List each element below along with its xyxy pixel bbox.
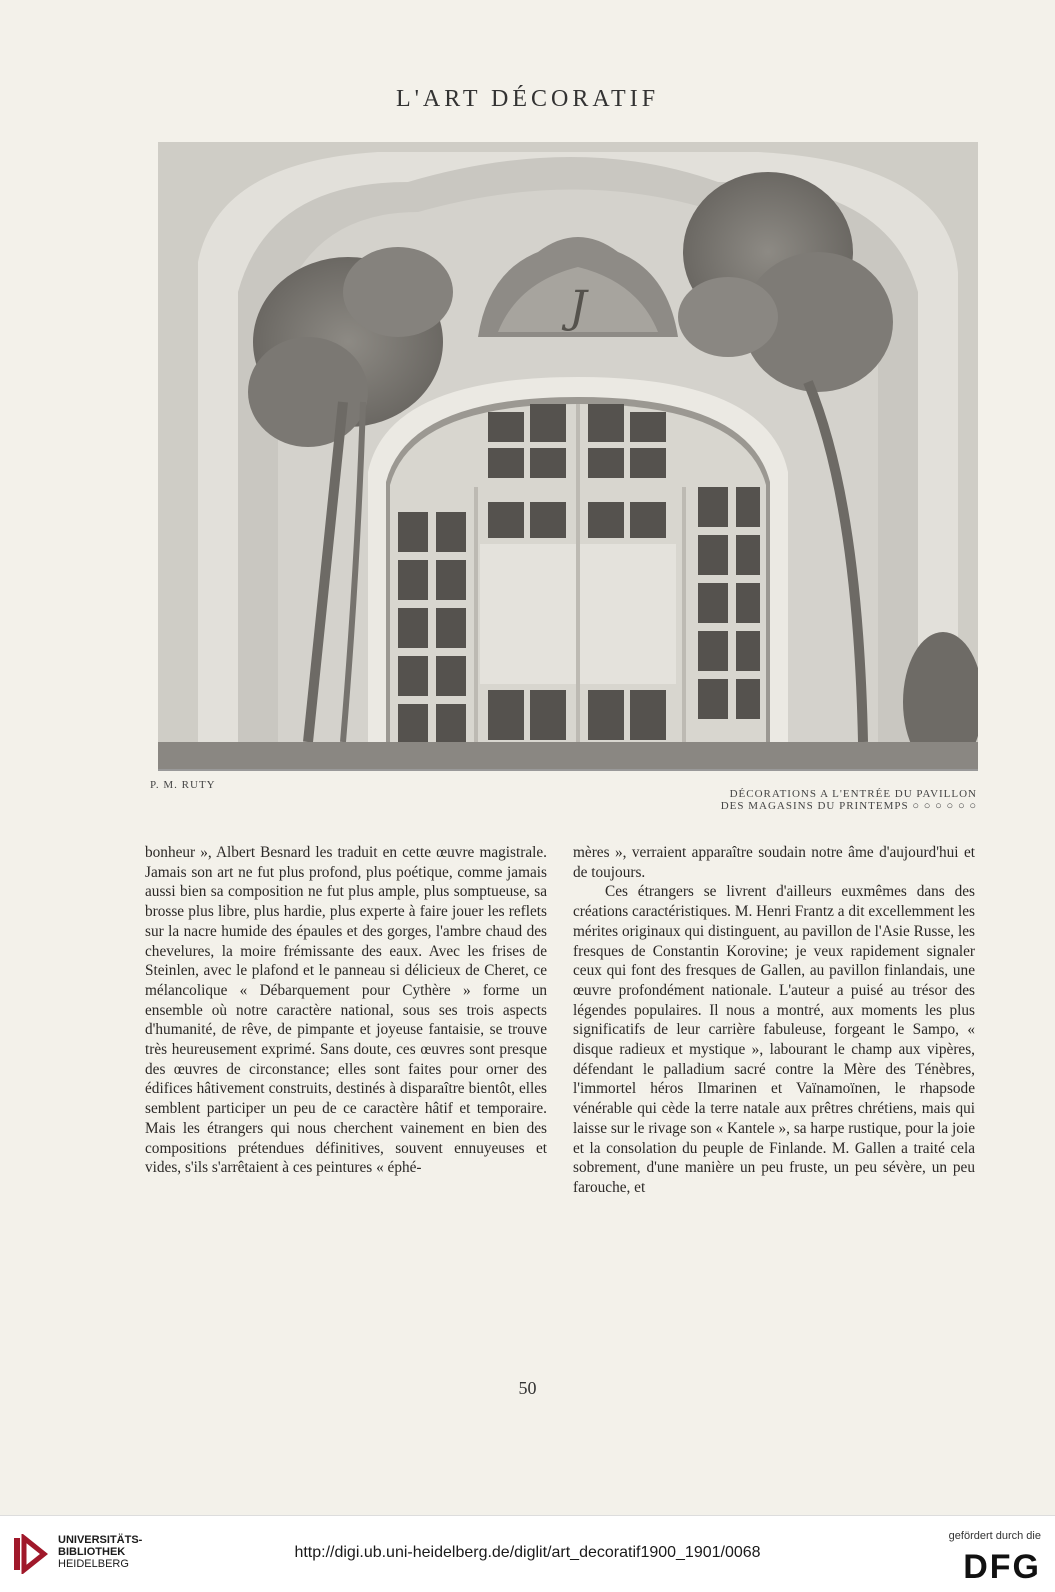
running-head: L'ART DÉCORATIF: [395, 86, 660, 112]
caption-line-1: DÉCORATIONS A L'ENTRÉE DU PAVILLON: [729, 788, 977, 800]
institution-line: HEIDELBERG: [58, 1558, 129, 1570]
plate-drawing: [158, 142, 978, 769]
caption-title: [721, 788, 977, 812]
text-column-left: [145, 843, 547, 1178]
paragraph: Ces étrangers se livrent d'ailleurs euxmêmes dans des créations caractéristiques. M. Henri Frantz a dit excellemment les mérites originaux qui distinguent, au pavillon de l'Asie Russe, les fresques de Constantin Korovine; je veux rapidement signaler ceux qui font des fresques de Gallen, au pavillon finlandais, une œuvre profondément nationale. L'auteur a puisé au trésor des légendes populaires. Il nous a montré, aux moments les plus significatifs de leur carrière fabuleuse, forgeant le Sampo, « disque radieux et mystique », labourant le champ aux vipères, défendant le palladium sacré contre la Mère des Ténèbres, l'immortel héros Ilmarinen et Vaïnamoïnen, le rhapsode vénérable qui cède la terre natale aux prêtres chrétiens, mais qui laisse sur le rivage son « Kantele », sa harpe rustique, pour la joie et la consolation du peuple de Finlande. M. Gallen a traité cela sobrement, d'une manière un peu fruste, un peu sévère, un peu farouche, et: [573, 883, 975, 1196]
institution-line: UNIVERSITÄTS-: [58, 1534, 143, 1546]
dfg-logo: DFG: [963, 1548, 1041, 1586]
caption-line-2: DES MAGASINS DU PRINTEMPS ○ ○ ○ ○ ○ ○: [720, 800, 977, 812]
paragraph: mères », verraient apparaître soudain notre âme d'aujourd'hui et de toujours.: [573, 844, 975, 881]
window: [386, 397, 770, 769]
permalink-url[interactable]: http://digi.ub.uni-heidelberg.de/diglit/art_decoratif1900_1901/0068: [294, 1544, 761, 1561]
page-number: 50: [518, 1378, 537, 1398]
text-column-right: [573, 843, 975, 1198]
caption-artist: P. M. RUTY: [150, 779, 216, 791]
plate-illustration: [158, 142, 978, 771]
institution-line: BIBLIOTHEK: [58, 1546, 126, 1558]
paragraph: bonheur », Albert Besnard les traduit en cette œuvre magistrale. Jamais son art ne fut plus profond, plus poétique, comme jamais aussi bien sa composition ne fut plus ample, plus somptueuse, sa brosse plus libre, plus hardie, plus experte à faire jouer les reflets sur la nacre humide des épaules et des gorges, l'ambre chaud des chevelures, la moire frémissante des eaux. Avec les frises de Steinlen, avec le plafond et le panneau si délicieux de Cheret, ce mélancolique « Débarquement pour Cythère » forme un ensemble où notre caractère national, sous ses trois aspects d'humanité, de rêve, de pimpante et joyeuse fantaisie, se trouve très heureusement exprimé. Sans doute, ces œuvres sont presque des œuvres de circonstance; elles sont faites pour orner des édifices hâtivement construits, destinés à disparaître bientôt, elles semblent participer un peu de ce caractère hâtif et temporaire. Mais les étrangers qui nous cherchent vainement en bien des compositions prétendues définitives, souvent ennuyeuses et vides, s'ils s'arrêtaient à ces peintures « éphé-: [145, 844, 547, 1177]
svg-text:J: J: [569, 282, 587, 333]
funding-label: gefördert durch die: [948, 1530, 1041, 1542]
digitization-footer: [0, 1515, 1055, 1592]
